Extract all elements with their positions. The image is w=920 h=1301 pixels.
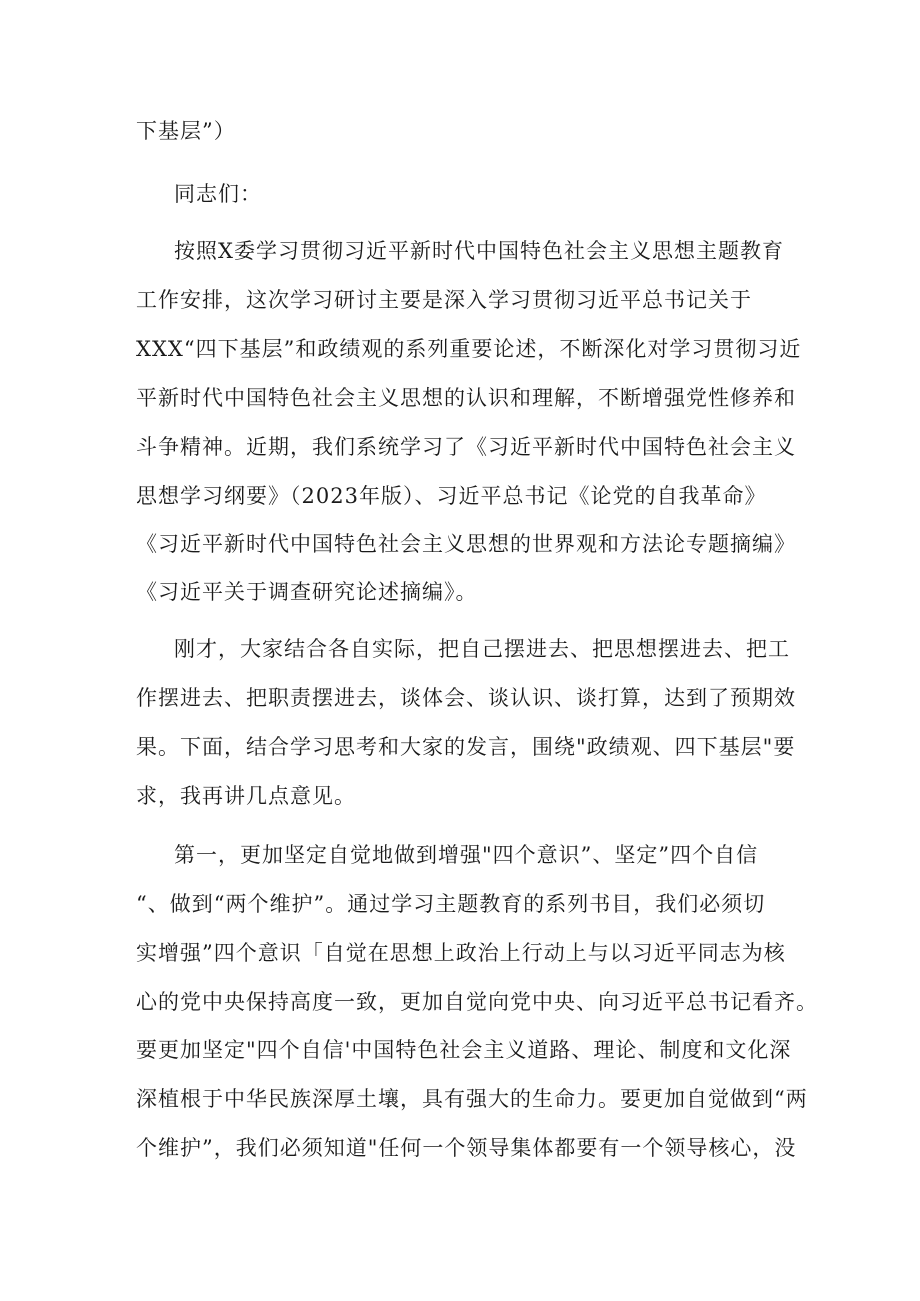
paragraph-line: 刚才，大家结合各自实际，把自己摆进去、把思想摆进去、把工 — [174, 637, 790, 661]
paragraph-line: XXX“四下基层”和政绩观的系列重要论述，不断深化对学习贯彻习近 — [136, 337, 802, 361]
paragraph-line: 《习近平新时代中国特色社会主义思想的世界观和方法论专题摘编》 — [136, 532, 796, 556]
paragraph-line: 《习近平关于调查研究论述摘编》。 — [136, 580, 478, 604]
paragraph-line: 深植根于中华民族深厚土壤，具有强大的生命力。要更加自觉做到“两 — [136, 1087, 808, 1111]
paragraph-line: 心的党中央保持高度一致，更加自觉向党中央、向习近平总书记看齐。 — [136, 990, 818, 1014]
paragraph-line: 平新时代中国特色社会主义思想的认识和理解，不断增强党性修养和 — [136, 386, 796, 410]
paragraph-line: 个维护”，我们必须知道"任何一个领导集体都要有一个领导核心，没 — [136, 1136, 797, 1160]
paragraph-line: 按照X委学习贯彻习近平新时代中国特色社会主义思想主题教育 — [174, 239, 784, 263]
paragraph-line: 思想学习纲要》（2023年版）、习近平总书记《论党的自我革命》 — [136, 484, 767, 508]
paragraph-line: 果。下面，结合学习思考和大家的发言，围绕"政绩观、四下基层"要 — [136, 735, 796, 759]
paragraph-line: 斗争精神。近期，我们系统学习了《习近平新时代中国特色社会主义 — [136, 435, 796, 459]
greeting: 同志们： — [174, 182, 262, 206]
paragraph-line: 第一，更加坚定自觉地做到增强"四个意识”、坚定”四个自信 — [174, 843, 759, 867]
paragraph-line: 求，我再讲几点意见。 — [136, 784, 356, 808]
paragraph-line: 工作安排，这次学习研讨主要是深入学习贯彻习近平总书记关于 — [136, 288, 752, 312]
paragraph-line: 作摆进去、把职责摆进去，谈体会、谈认识、谈打算，达到了预期效 — [136, 686, 796, 710]
header-line: 下基层”） — [136, 119, 236, 143]
paragraph-line: 要更加坚定"四个自信'中国特色社会主义道路、理论、制度和文化深 — [136, 1038, 792, 1062]
paragraph-line: “、做到“两个维护”。通过学习主题教育的系列书目，我们必须切 — [136, 892, 766, 916]
paragraph-line: 实增强”四个意识「自觉在思想上政治上行动上与以习近平同志为核 — [136, 941, 786, 965]
